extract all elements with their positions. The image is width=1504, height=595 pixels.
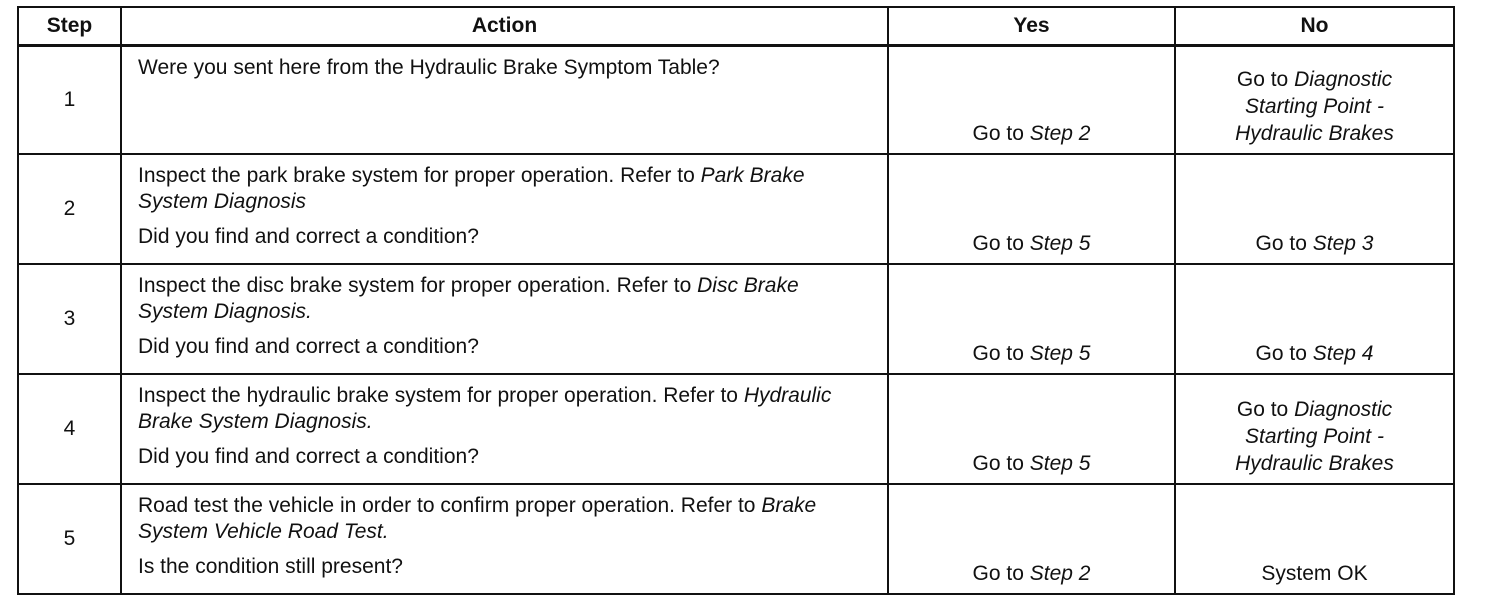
step-number: 5 (18, 484, 121, 594)
no-prefix: Go to (1255, 232, 1313, 255)
action-text: Inspect the hydraulic brake system for proper operation. Refer to (138, 384, 744, 407)
no-prefix: Go to (1236, 68, 1295, 91)
no-ref-link-line2[interactable]: Starting Point - (1245, 425, 1384, 448)
yes-prefix: Go to (972, 122, 1030, 145)
action-ref-link[interactable]: Hydraulic Brake System Diagnosis. (138, 384, 832, 433)
no-cell[interactable] (1175, 46, 1454, 155)
yes-step-link[interactable]: Step 5 (1029, 452, 1091, 475)
table-row (18, 154, 1454, 264)
action-text: Inspect the park brake system for proper operation. Refer to (138, 164, 701, 187)
action-ref-link[interactable]: Park Brake System Diagnosis (138, 164, 805, 213)
action-cell (121, 264, 888, 374)
header-yes: Yes (888, 7, 1175, 46)
no-ref-link-line2[interactable]: Starting Point - (1245, 95, 1384, 118)
action-question: Did you find and correct a condition? (138, 225, 479, 248)
step-number: 3 (18, 264, 121, 374)
diagnostic-table (17, 6, 1455, 595)
action-question: Is the condition still present? (138, 555, 403, 578)
table-row (18, 374, 1454, 484)
yes-prefix: Go to (972, 562, 1030, 585)
no-cell[interactable] (1175, 264, 1454, 374)
action-text: Inspect the disc brake system for proper operation. Refer to (138, 274, 698, 297)
yes-step-link[interactable]: Step 2 (1029, 562, 1091, 585)
action-instruction (138, 163, 873, 215)
yes-prefix: Go to (972, 232, 1030, 255)
header-no: No (1175, 7, 1454, 46)
action-instruction (138, 383, 873, 435)
header-row (18, 7, 1454, 46)
no-ref-link[interactable]: Diagnostic (1294, 398, 1393, 421)
yes-prefix: Go to (972, 452, 1030, 475)
step-number: 1 (18, 46, 121, 155)
action-cell (121, 46, 888, 155)
no-ref-link[interactable]: Diagnostic (1294, 68, 1393, 91)
table-row (18, 264, 1454, 374)
yes-cell[interactable] (888, 374, 1175, 484)
table-row (18, 46, 1454, 155)
no-cell (1175, 484, 1454, 594)
step-number: 2 (18, 154, 121, 264)
action-cell (121, 154, 888, 264)
yes-cell[interactable] (888, 264, 1175, 374)
action-question: Did you find and correct a condition? (138, 445, 479, 468)
yes-cell[interactable] (888, 154, 1175, 264)
action-ref-link[interactable]: Brake System Vehicle Road Test. (138, 494, 817, 543)
no-cell[interactable] (1175, 154, 1454, 264)
no-ref-link-line3[interactable]: Hydraulic Brakes (1235, 452, 1394, 475)
yes-step-link[interactable]: Step 5 (1029, 342, 1091, 365)
no-ref-link-line3[interactable]: Hydraulic Brakes (1235, 122, 1394, 145)
no-step-link[interactable]: Step 3 (1312, 232, 1374, 255)
action-question: Did you find and correct a condition? (138, 335, 479, 358)
no-step-link[interactable]: Step 4 (1312, 342, 1374, 365)
action-cell (121, 484, 888, 594)
no-prefix: Go to (1236, 398, 1295, 421)
yes-step-link[interactable]: Step 2 (1029, 122, 1091, 145)
yes-step-link[interactable]: Step 5 (1029, 232, 1091, 255)
no-prefix: Go to (1255, 342, 1313, 365)
header-action: Action (121, 7, 888, 46)
header-step: Step (18, 7, 121, 46)
action-ref-link[interactable]: Disc Brake System Diagnosis. (138, 274, 799, 323)
action-cell (121, 374, 888, 484)
action-text: Road test the vehicle in order to confirm proper operation. Refer to (138, 494, 762, 517)
action-instruction (138, 493, 873, 545)
no-result-text: System OK (1261, 562, 1368, 585)
no-cell[interactable] (1175, 374, 1454, 484)
step-number: 4 (18, 374, 121, 484)
yes-cell[interactable] (888, 46, 1175, 155)
action-instruction (138, 273, 873, 325)
table-row (18, 484, 1454, 594)
yes-cell[interactable] (888, 484, 1175, 594)
yes-prefix: Go to (972, 342, 1030, 365)
action-text: Were you sent here from the Hydraulic Brake Symptom Table? (138, 56, 720, 79)
